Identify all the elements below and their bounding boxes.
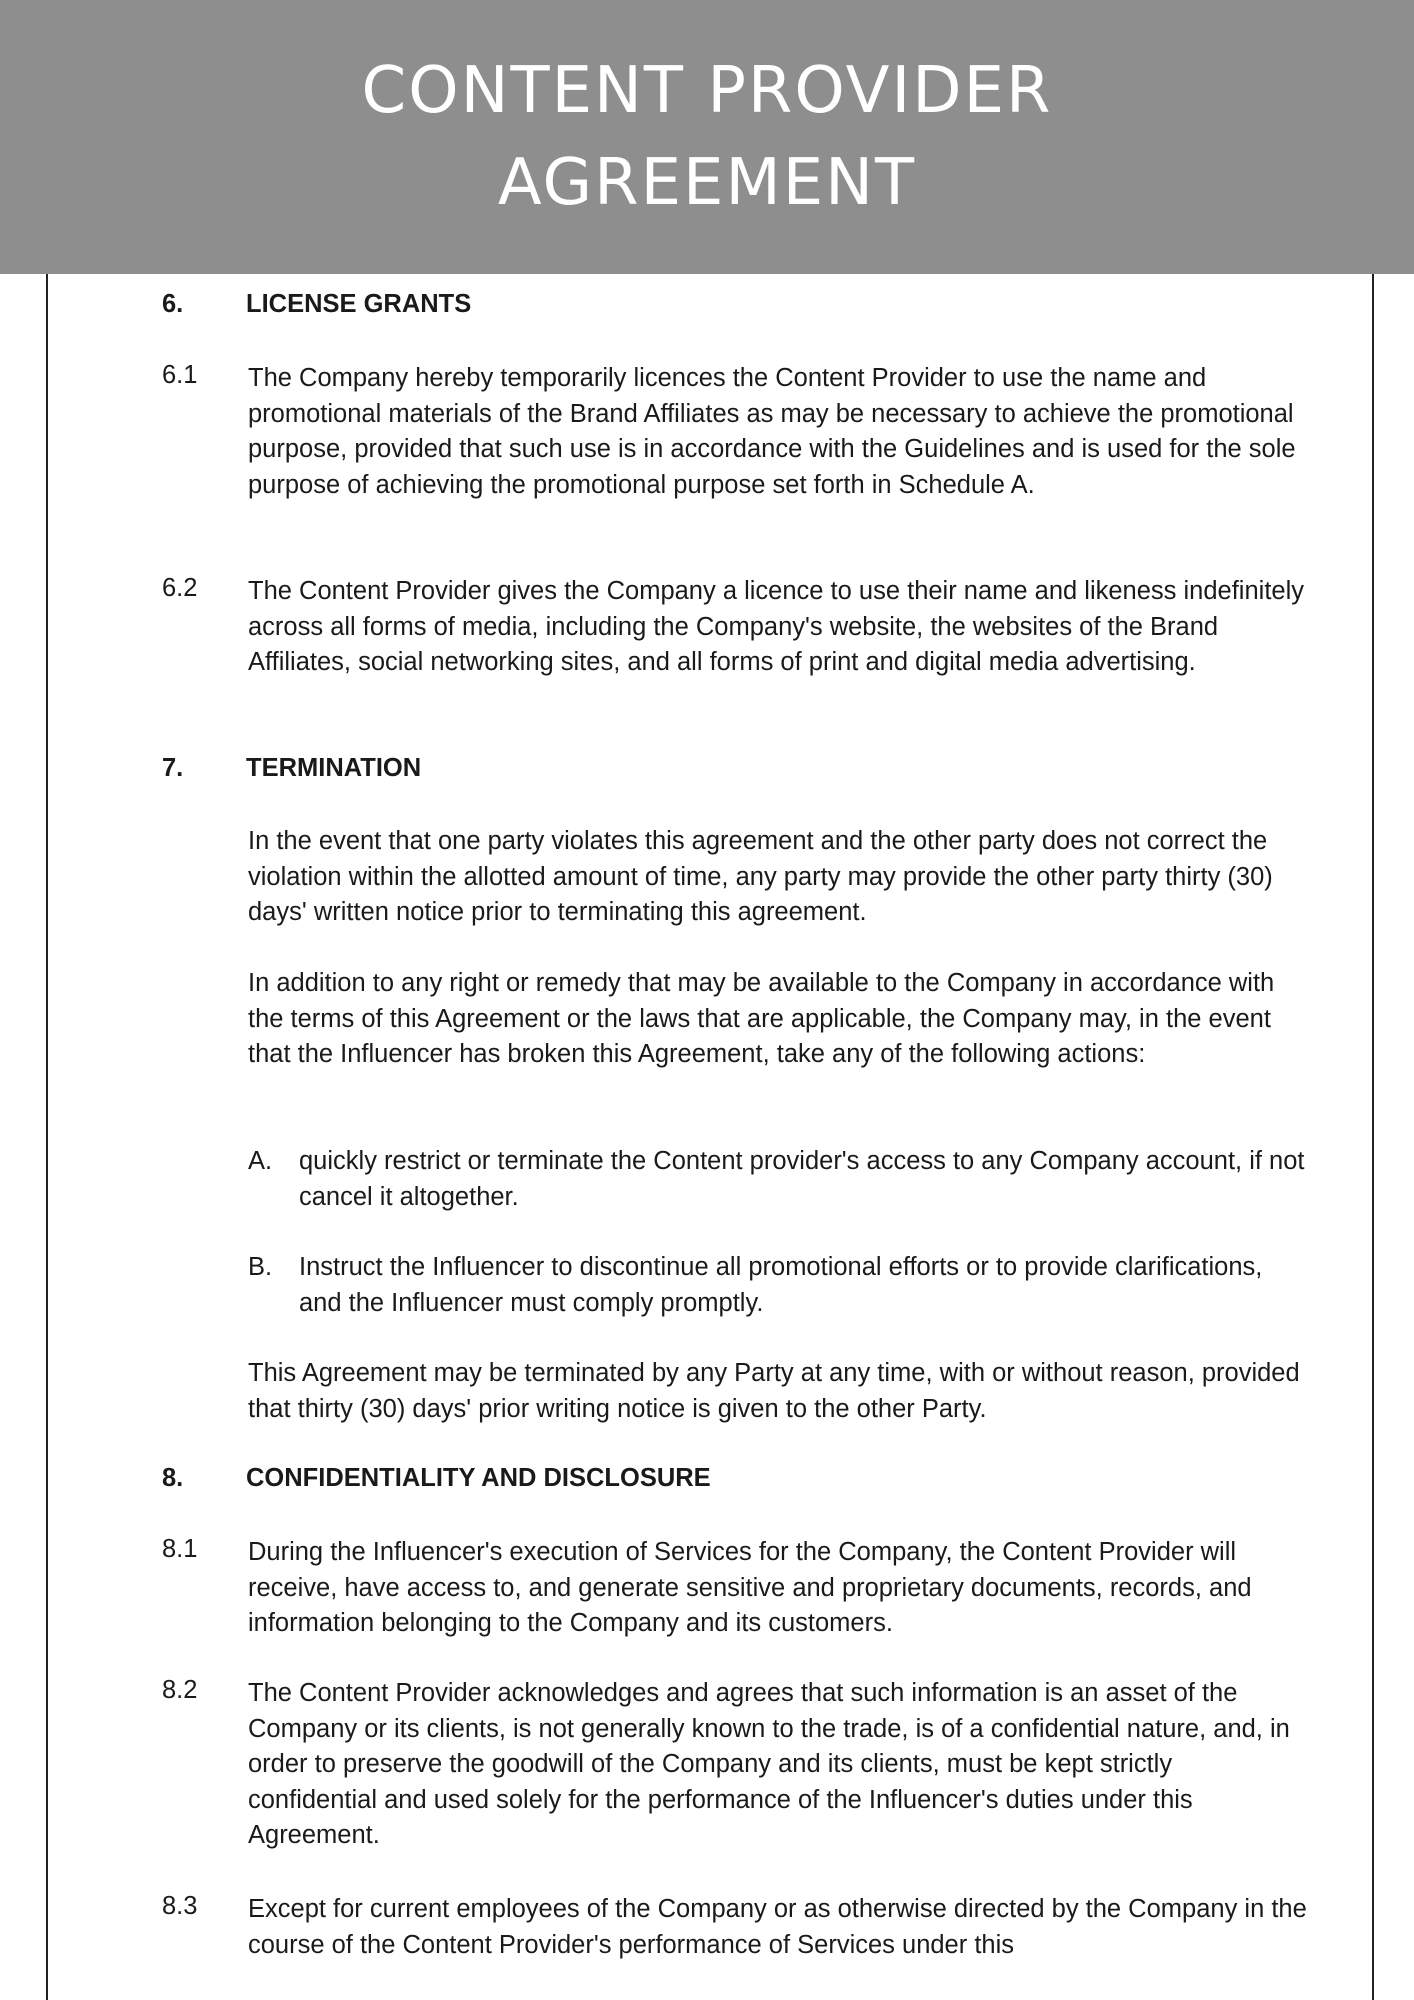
title-banner (0, 0, 1414, 274)
list-letter: A. (248, 1147, 273, 1175)
clause-text: Except for current employees of the Company or as otherwise directed by the Company in the course of the Content Provider's performance of Services under this (248, 1895, 1307, 1959)
clause-text: During the Influencer's execution of Services for the Company, the Content Provider will receive, have access to, and generate sensitive and proprietary documents, records, and information belonging to the Company and its customers. (248, 1538, 1252, 1637)
clause-text: The Company hereby temporarily licences the Content Provider to use the name and promotional materials of the Brand Affiliates as may be necessary to achieve the promotional purpose, provided that such use is in accordance with the Guidelines and is used for the sole purpose of achieving the promotional purpose set forth in Schedule A. (248, 364, 1296, 499)
clause-number: 8.3 (162, 1892, 198, 1920)
termination-paragraph-2: In addition to any right or remedy that may be available to the Company in accordance with the terms of this Agreement or the laws that are applicable, the Company may, in the event that the Influencer has broken this Agreement, take any of the following actions: (248, 969, 1275, 1068)
section-title: LICENSE GRANTS (246, 290, 472, 318)
termination-paragraph-3: This Agreement may be terminated by any Party at any time, with or without reason, provided that thirty (30) days' prior writing notice is given to the other Party. (248, 1359, 1300, 1423)
document-page (46, 274, 1374, 2000)
list-text: quickly restrict or terminate the Content provider's access to any Company account, if not cancel it altogether. (299, 1147, 1305, 1211)
section-number: 6. (162, 290, 184, 318)
section-title: CONFIDENTIALITY AND DISCLOSURE (246, 1464, 711, 1492)
list-text: Instruct the Influencer to discontinue all promotional efforts or to provide clarifications, and the Influencer must comply promptly. (299, 1253, 1263, 1317)
section-number: 8. (162, 1464, 184, 1492)
termination-paragraph-1: In the event that one party violates this agreement and the other party does not correct the violation within the allotted amount of time, any party may provide the other party thirty (30) days' written notice prior to terminating this agreement. (248, 827, 1273, 926)
clause-number: 8.1 (162, 1535, 198, 1563)
banner-title-line-2: AGREEMENT (497, 146, 917, 220)
clause-number: 6.1 (162, 361, 198, 389)
banner-title-line-1: CONTENT PROVIDER (361, 54, 1053, 128)
list-letter: B. (248, 1253, 273, 1281)
clause-text: The Content Provider gives the Company a licence to use their name and likeness indefinitely across all forms of media, including the Company's website, the websites of the Brand Affiliates, social networking sites, and all forms of print and digital media advertising. (248, 577, 1304, 676)
clause-text: The Content Provider acknowledges and agrees that such information is an asset of the Company or its clients, is not generally known to the trade, is of a confidential nature, and, in order to preserve the goodwill of the Company and its clients, must be kept strictly confidential and used solely for the performance of the Influencer's duties under this Agreement. (248, 1679, 1290, 1849)
section-title: TERMINATION (246, 754, 422, 782)
clause-number: 8.2 (162, 1676, 198, 1704)
clause-number: 6.2 (162, 574, 198, 602)
section-number: 7. (162, 754, 184, 782)
